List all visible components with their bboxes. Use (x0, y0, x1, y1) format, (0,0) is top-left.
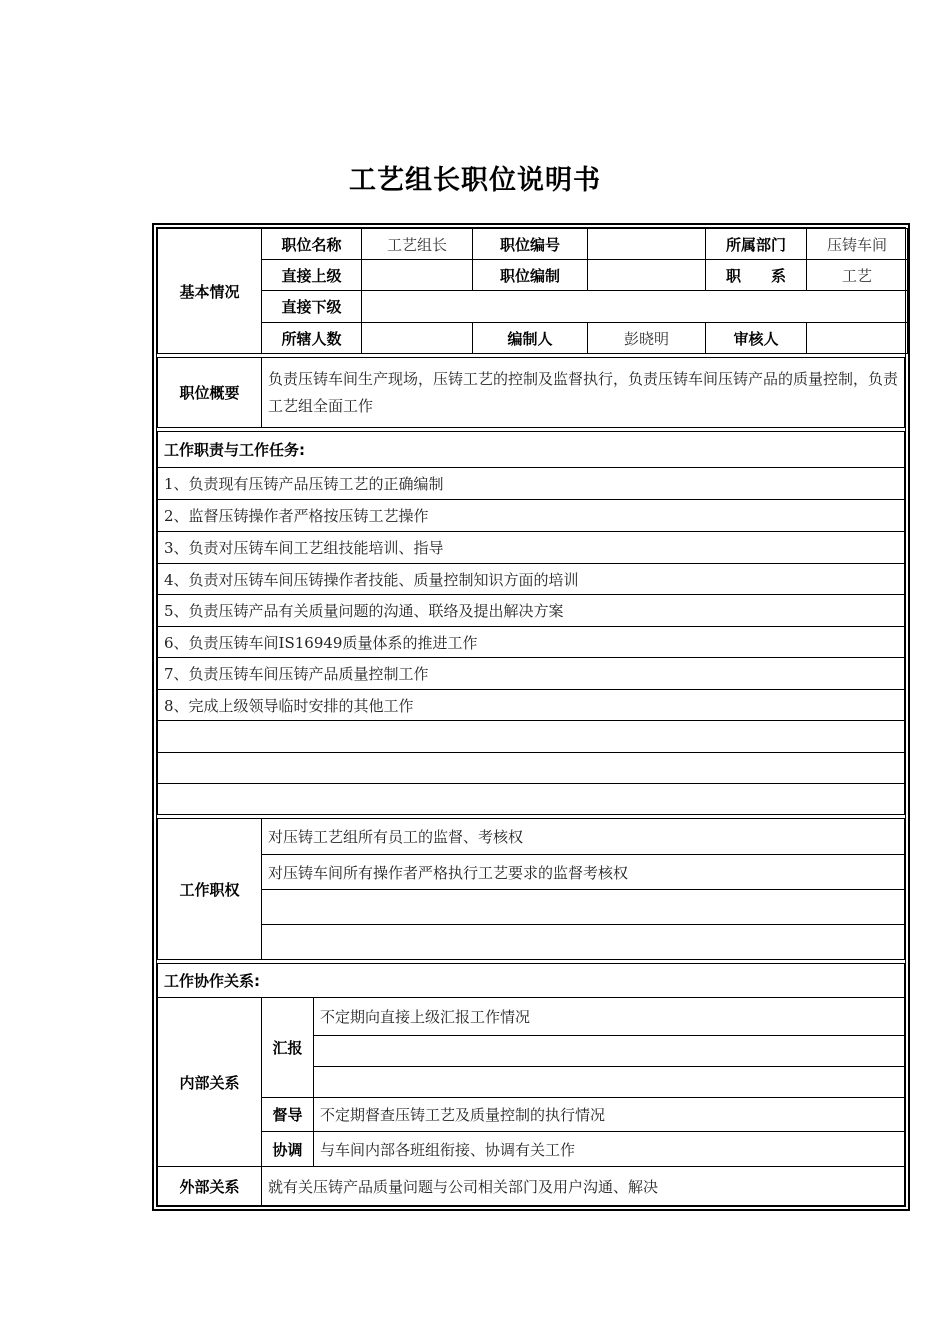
reviewer-label: 审核人 (706, 323, 807, 354)
direct-superior-value (362, 260, 473, 291)
report-label: 汇报 (262, 998, 314, 1098)
summary-label: 职位概要 (158, 358, 262, 428)
duty-item: 6、负责压铸车间IS16949质量体系的推进工作 (158, 627, 905, 658)
duty-item-empty (158, 784, 905, 815)
authority-label: 工作职权 (158, 819, 262, 960)
coordinate-label: 协调 (262, 1132, 314, 1167)
basic-info-table (157, 228, 908, 354)
report-item: 不定期向直接上级汇报工作情况 (314, 998, 905, 1036)
authority-item-empty (262, 890, 905, 925)
position-code-label: 职位编号 (473, 229, 588, 260)
author-label: 编制人 (473, 323, 588, 354)
document-title: 工艺组长职位说明书 (349, 165, 601, 196)
supervise-text: 不定期督查压铸工艺及质量控制的执行情况 (314, 1098, 905, 1132)
authority-item: 对压铸工艺组所有员工的监督、考核权 (262, 819, 905, 855)
direct-subordinate-label: 直接下级 (262, 291, 362, 323)
coordinate-text: 与车间内部各班组衔接、协调有关工作 (314, 1132, 905, 1167)
internal-relations-label: 内部关系 (158, 998, 262, 1167)
position-quota-label: 职位编制 (473, 260, 588, 291)
duty-item: 3、负责对压铸车间工艺组技能培训、指导 (158, 532, 905, 564)
duties-heading: 工作职责与工作任务: (158, 432, 905, 468)
duty-item: 2、监督压铸操作者严格按压铸工艺操作 (158, 500, 905, 532)
position-quota-value (588, 260, 706, 291)
duty-item-empty (158, 721, 905, 753)
direct-superior-label: 直接上级 (262, 260, 362, 291)
cooperation-heading: 工作协作关系: (158, 964, 905, 998)
job-family-value: 工艺 (807, 260, 908, 291)
position-name-label: 职位名称 (262, 229, 362, 260)
report-item-empty (314, 1036, 905, 1067)
cooperation-table (157, 963, 905, 1206)
duty-item: 4、负责对压铸车间压铸操作者技能、质量控制知识方面的培训 (158, 564, 905, 595)
summary-text: 负责压铸车间生产现场，压铸工艺的控制及监督执行，负责压铸车间压铸产品的质量控制，负责工艺组全面工作 (262, 358, 905, 428)
report-item-empty (314, 1067, 905, 1098)
duty-item: 8、完成上级领导临时安排的其他工作 (158, 690, 905, 721)
job-family-label: 职 系 (706, 260, 807, 291)
duty-item: 5、负责压铸产品有关质量问题的沟通、联络及提出解决方案 (158, 595, 905, 627)
duty-item: 7、负责压铸车间压铸产品质量控制工作 (158, 658, 905, 690)
position-name-value: 工艺组长 (362, 229, 473, 260)
duties-table (157, 431, 905, 815)
reviewer-value (807, 323, 908, 354)
duty-item: 1、负责现有压铸产品压铸工艺的正确编制 (158, 468, 905, 500)
duty-item-empty (158, 753, 905, 784)
supervise-label: 督导 (262, 1098, 314, 1132)
summary-table (157, 357, 905, 428)
external-relations-text: 就有关压铸产品质量问题与公司相关部门及用户沟通、解决 (262, 1167, 905, 1206)
headcount-value (362, 323, 473, 354)
basic-info-label: 基本情况 (158, 229, 262, 354)
external-relations-label: 外部关系 (158, 1167, 262, 1206)
headcount-label: 所辖人数 (262, 323, 362, 354)
department-label: 所属部门 (706, 229, 807, 260)
direct-subordinate-value (362, 291, 908, 323)
authority-table (157, 818, 905, 960)
job-description-form (152, 223, 910, 1211)
authority-item-empty (262, 925, 905, 960)
department-value: 压铸车间 (807, 229, 908, 260)
position-code-value (588, 229, 706, 260)
authority-item: 对压铸车间所有操作者严格执行工艺要求的监督考核权 (262, 855, 905, 890)
author-value: 彭晓明 (588, 323, 706, 354)
